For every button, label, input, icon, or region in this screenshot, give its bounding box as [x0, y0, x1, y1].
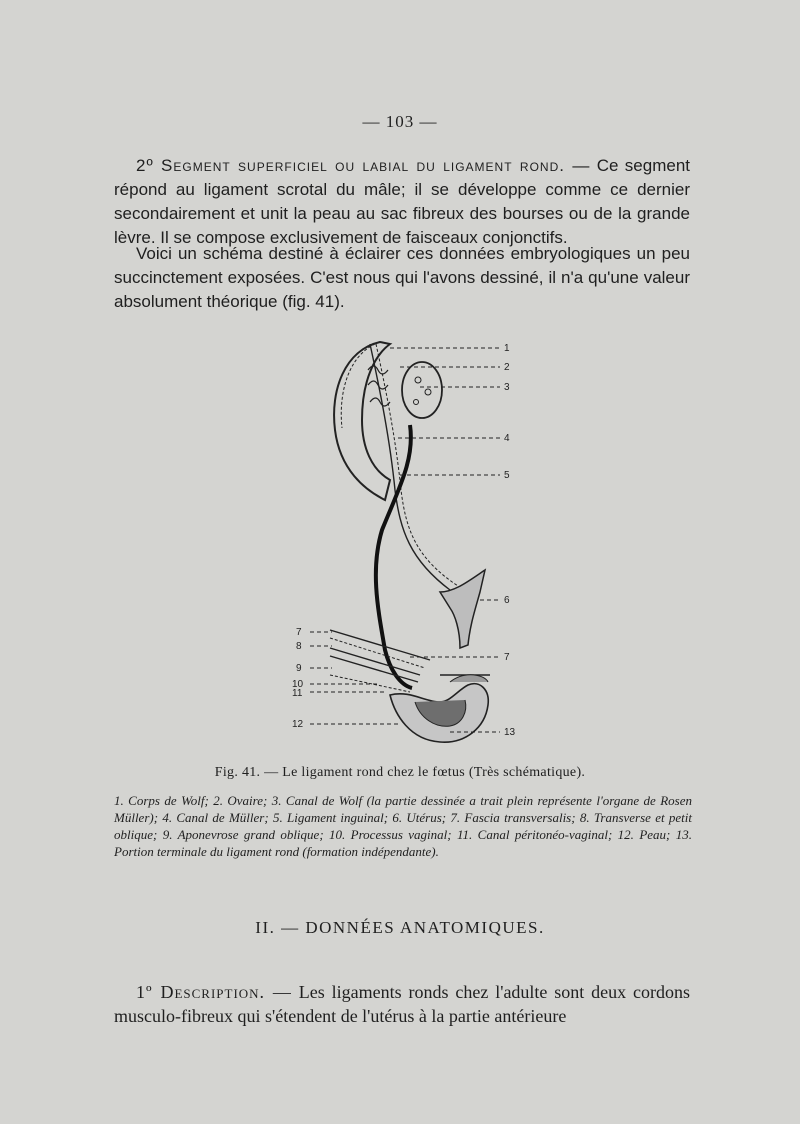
paragraph-description [114, 980, 690, 1028]
label-1: 1 [504, 343, 510, 354]
uterus-shape [440, 570, 485, 648]
page-number: — 103 — [362, 112, 438, 131]
figure-caption: Fig. 41. — Le ligament rond chez le fœtus (Très schématique). [214, 765, 586, 780]
paragraph-heading: 2º Segment superficiel ou labial du ligament rond. — [136, 156, 591, 175]
label-10: 10 [292, 679, 304, 690]
paragraph-text: Ce segment répond au ligament scrotal du mâle; il se développe comme ce dernier secondairement et unit la peau au sac fibreux des bourses ou de la grande lèvre. Il se compose exclusivement de faisceaux conjonctifs. [114, 156, 690, 247]
label-7-right: 7 [504, 652, 510, 663]
label-7-left: 7 [296, 627, 302, 638]
corps-de-wolf-shape [334, 342, 390, 500]
canal-de-wolf-line [370, 344, 450, 590]
paragraph-segment-superficiel [114, 154, 690, 250]
paragraph-schema-intro: Voici un schéma destiné à éclairer ces données embryologiques un peu succinctement exposées. C'est nous qui l'avons dessiné, il n'a qu'une valeur absolument théorique (fig. 41). [114, 244, 690, 311]
label-8: 8 [296, 641, 302, 652]
label-11: 11 [292, 688, 303, 699]
paragraph-text: Les ligaments ronds chez l'adulte sont deux cordons musculo-fibreux qui s'étendent de l'utérus à la partie antérieure [114, 982, 691, 1026]
figure-legend: 1. Corps de Wolf; 2. Ovaire; 3. Canal de Wolf (la partie dessinée a trait plein représente l'organe de Rosen Müller); 4. Canal de Müller; 5. Ligament inguinal; 6. Utérus; 7. Fascia transversalis; 8. Transverse et petit oblique; 9. Aponevrose grand oblique; 10. Processus vaginal; 11. Canal péritonéo-vaginal; 12. Peau; 13. Portion terminale du ligament rond (formation indépendante). [114, 793, 692, 859]
label-12: 12 [292, 719, 304, 730]
label-2: 2 [504, 362, 510, 373]
section-title: II. — DONNÉES ANATOMIQUES. [255, 918, 545, 937]
paragraph-heading: 1º Description. — [136, 982, 292, 1002]
ovaire-shape [402, 362, 442, 418]
figure-41-diagram [290, 330, 530, 770]
label-3: 3 [504, 382, 510, 393]
label-5: 5 [504, 470, 510, 481]
label-4: 4 [504, 433, 510, 444]
label-9: 9 [296, 663, 302, 674]
label-13: 13 [504, 727, 516, 738]
label-6: 6 [504, 595, 510, 606]
